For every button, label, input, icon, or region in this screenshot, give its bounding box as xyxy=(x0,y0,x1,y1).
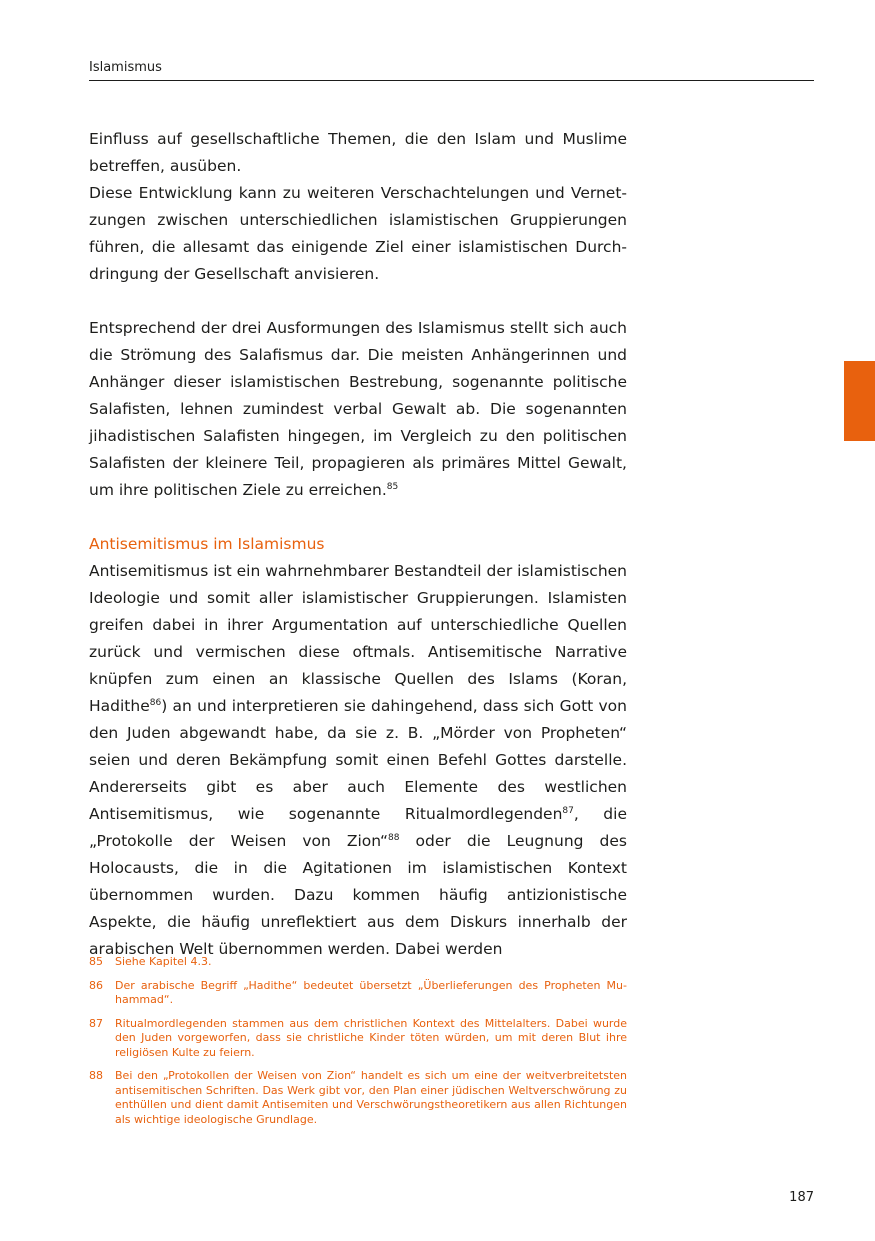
footnote-ref-87[interactable]: 87 xyxy=(562,806,574,816)
main-text xyxy=(89,126,627,963)
footnote-ref-86[interactable]: 86 xyxy=(149,698,162,708)
paragraph-4 xyxy=(89,558,627,963)
page-number: 187 xyxy=(789,1190,814,1205)
footnote xyxy=(89,955,627,970)
footnotes xyxy=(89,955,627,1136)
footnote-number: 88 xyxy=(89,1069,103,1082)
footnote-text: Siehe Kapitel 4.3. xyxy=(115,955,212,968)
footnote-text: Ritualmordlegenden stammen aus dem christlichen Kontext des Mittelalters. Dabei wurde den Juden vorgeworfen, dass sie christliche Kinder töten würden, um mit deren Blut ihre religiösen Kulte zu feiern. xyxy=(115,1016,627,1059)
footnote-ref-85[interactable]: 85 xyxy=(386,482,399,492)
paragraph-4-text-b: ) an und interpretieren sie dahingehend, dass sich Gott von den Juden abgewandt habe, da sie z. B. „Mörder von Propheten“ seien und deren Bekämpfung somit einen Befehl Gottes darstelle. Andererseits gibt es aber auch Elemente des westlichen Antisemitismus, wie sogenannte Ritualmordlegenden xyxy=(89,697,627,823)
running-title: Islamismus xyxy=(89,60,162,75)
paragraph-4-text-c: , die „Protokolle der Weisen von Zion“ xyxy=(89,805,627,850)
footnote-number: 85 xyxy=(89,955,103,968)
paragraph-4-text-a: Antisemitismus ist ein wahrnehmbarer Bestandteil der islamistischen Ideologie und somit aller islamistischer Gruppierungen. Islamisten greifen dabei in ihrer Argumentation auf unterschiedliche Quellen zurück und vermischen diese oftmals. Antisemitische Narrative knüpfen zum einen an klassische Quellen des Islams (Koran, Hadithe xyxy=(89,562,627,715)
footnote xyxy=(89,979,627,1008)
paragraph-4-text-d: oder die Leugnung des Holocausts, die in die Agitationen im islamistischen Kontext übernommen wurden. Dazu kommen häufig antizionistische Aspekte, die häufig unreflektiert aus dem Diskurs innerhalb der arabischen Welt übernommen werden. Dabei werden xyxy=(89,832,627,958)
footnote-number: 87 xyxy=(89,1016,103,1030)
paragraph-1: Einfluss auf gesellschaftliche Themen, die den Islam und Muslime betreffen, ausüben. xyxy=(89,130,627,175)
footnote-text: Bei den „Protokollen der Weisen von Zion“ handelt es sich um eine der weitverbreitetsten antisemitischen Schriften. Das Werk gibt vor, den Plan einer jüdischen Weltverschwörung zu enthüllen und dient damit Antisemiten und Verschwörungstheoretikern aus allen Richtungen als wichtige ideologische Grundlage. xyxy=(115,1069,627,1126)
paragraph-3 xyxy=(89,315,627,504)
paragraph-2: Diese Entwicklung kann zu weiteren Verschachtelungen und Vernetzungen zwischen unterschiedlichen islamistischen Gruppierungen führen, die allesamt das einigende Ziel einer islamistischen Durchdringung der Gesellschaft anvisieren. xyxy=(89,184,627,283)
section-heading: Antisemitismus im Islamismus xyxy=(89,535,325,553)
footnote xyxy=(89,1017,627,1061)
footnote-text: Der arabische Begriff „Hadithe“ bedeutet übersetzt „Überlieferungen des Propheten Muhammad“. xyxy=(115,978,627,1006)
footnote xyxy=(89,1069,627,1127)
page-header xyxy=(89,56,814,81)
chapter-tab-marker xyxy=(844,361,875,441)
paragraph-3-text: Entsprechend der drei Ausformungen des Islamismus stellt sich auch die Strömung des Salafismus dar. Die meisten Anhängerinnen und Anhänger dieser islamistischen Bestrebung, sogenannte politische Salafisten, lehnen zumindest verbal Gewalt ab. Die sogenannten jihadistischen Salafisten hingegen, im Vergleich zu den politischen Salafisten der kleinere Teil, propagieren als primäres Mittel Gewalt, um ihre politischen Ziele zu erreichen. xyxy=(89,319,627,499)
footnote-ref-88[interactable]: 88 xyxy=(388,833,400,843)
footnote-number: 86 xyxy=(89,978,103,992)
